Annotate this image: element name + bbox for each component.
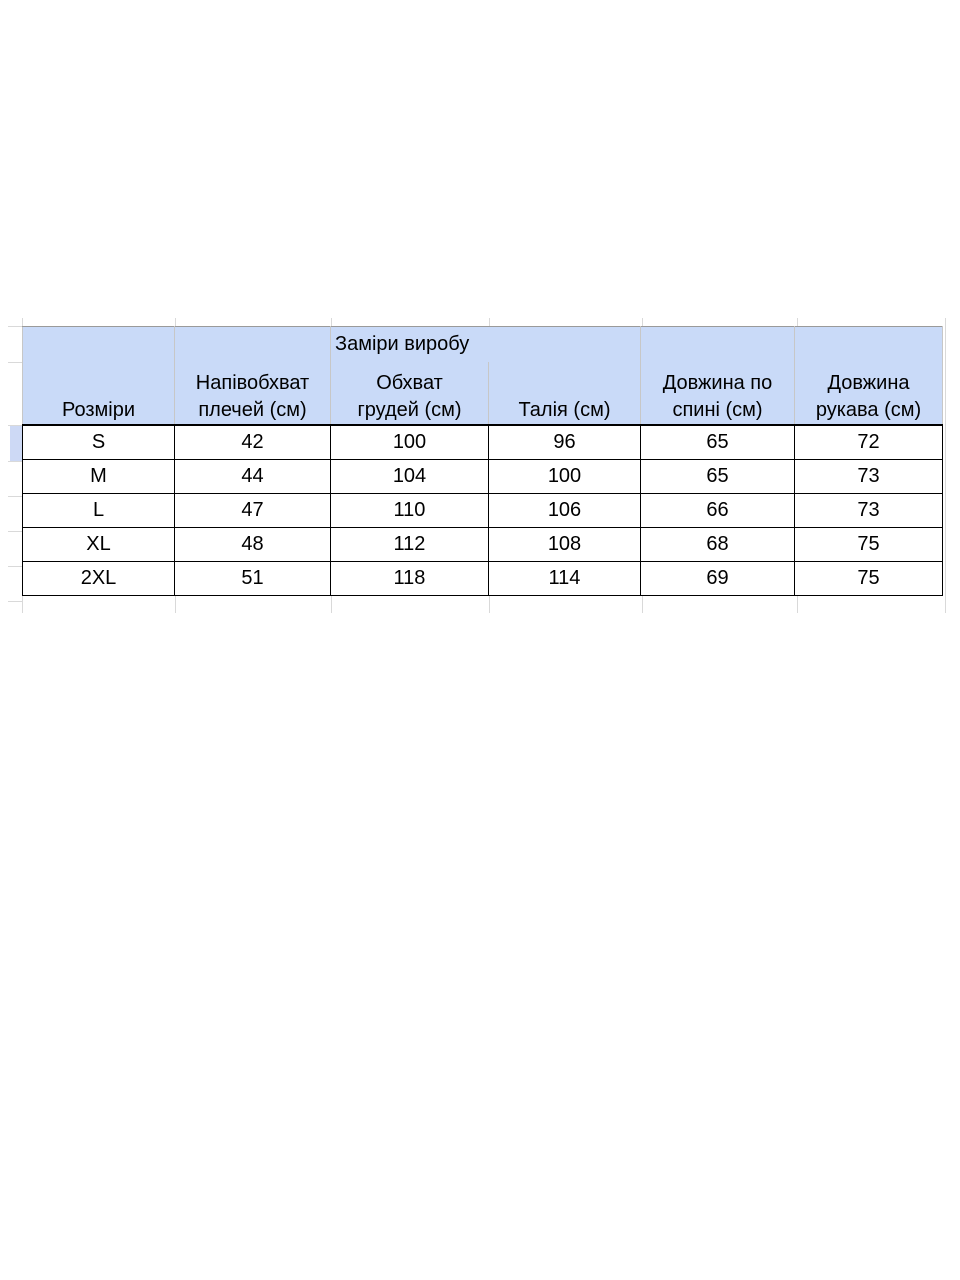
header-line: рукава (см) [815, 399, 922, 421]
table-cell[interactable]: 106 [489, 494, 641, 528]
table-cell[interactable]: 108 [489, 528, 641, 562]
header-cell[interactable] [23, 327, 175, 363]
header-line: Довжина по [662, 372, 773, 394]
header-line: Розміри [61, 399, 136, 421]
table-cell[interactable]: 114 [489, 562, 641, 596]
table-row [23, 562, 943, 596]
header-line: Довжина [827, 372, 910, 394]
gridline [8, 601, 22, 602]
table-cell[interactable]: 65 [641, 460, 795, 494]
table-cell[interactable]: 72 [795, 425, 943, 460]
header-sleeve-length[interactable] [795, 362, 943, 425]
table-cell[interactable]: 44 [175, 460, 331, 494]
table-cell[interactable]: 66 [641, 494, 795, 528]
header-sizes[interactable] [23, 362, 175, 425]
table-cell[interactable]: 100 [331, 425, 489, 460]
table-row [23, 494, 943, 528]
table-cell[interactable]: 73 [795, 460, 943, 494]
table-row [23, 425, 943, 460]
table-cell[interactable]: XL [23, 528, 175, 562]
gridline [8, 496, 22, 497]
header-line: плечей (см) [198, 399, 307, 421]
table-cell[interactable]: 51 [175, 562, 331, 596]
gridline [8, 326, 22, 327]
table-cell[interactable]: 69 [641, 562, 795, 596]
table-cell[interactable]: 110 [331, 494, 489, 528]
table-cell[interactable]: 100 [489, 460, 641, 494]
table-cell[interactable]: S [23, 425, 175, 460]
gridline [945, 318, 946, 613]
gridline [8, 531, 22, 532]
table-cell[interactable]: M [23, 460, 175, 494]
header-cell[interactable] [641, 327, 795, 363]
table-cell[interactable]: 48 [175, 528, 331, 562]
table-cell[interactable]: 118 [331, 562, 489, 596]
header-back-length[interactable] [641, 362, 795, 425]
table-title-row [23, 327, 943, 363]
header-line: спині (см) [672, 399, 763, 421]
table-cell[interactable]: 112 [331, 528, 489, 562]
table-cell[interactable]: 47 [175, 494, 331, 528]
header-line: грудей (см) [357, 399, 462, 421]
spreadsheet-area [0, 318, 960, 613]
gridline [8, 461, 22, 462]
header-chest[interactable] [331, 362, 489, 425]
header-waist[interactable] [489, 362, 641, 425]
gridline [8, 566, 22, 567]
gridline [8, 362, 22, 363]
table-cell[interactable]: L [23, 494, 175, 528]
selected-row-marker [10, 426, 22, 461]
table-cell[interactable]: 42 [175, 425, 331, 460]
table-cell[interactable]: 75 [795, 562, 943, 596]
table-cell[interactable]: 75 [795, 528, 943, 562]
header-line: Талія (см) [518, 399, 611, 421]
table-cell[interactable]: 73 [795, 494, 943, 528]
table-row [23, 460, 943, 494]
header-line: Обхват [376, 372, 443, 394]
header-cell[interactable] [795, 327, 943, 363]
table-cell[interactable]: 104 [331, 460, 489, 494]
table-cell[interactable]: 2XL [23, 562, 175, 596]
table-cell[interactable]: 96 [489, 425, 641, 460]
size-chart-table [22, 326, 943, 596]
table-cell[interactable]: 68 [641, 528, 795, 562]
header-shoulders[interactable] [175, 362, 331, 425]
header-line: Напівобхват [195, 372, 310, 394]
column-header-row [23, 362, 943, 425]
table-row [23, 528, 943, 562]
header-cell[interactable] [175, 327, 331, 363]
table-cell[interactable]: 65 [641, 425, 795, 460]
table-title[interactable]: Заміри виробу [331, 327, 641, 363]
